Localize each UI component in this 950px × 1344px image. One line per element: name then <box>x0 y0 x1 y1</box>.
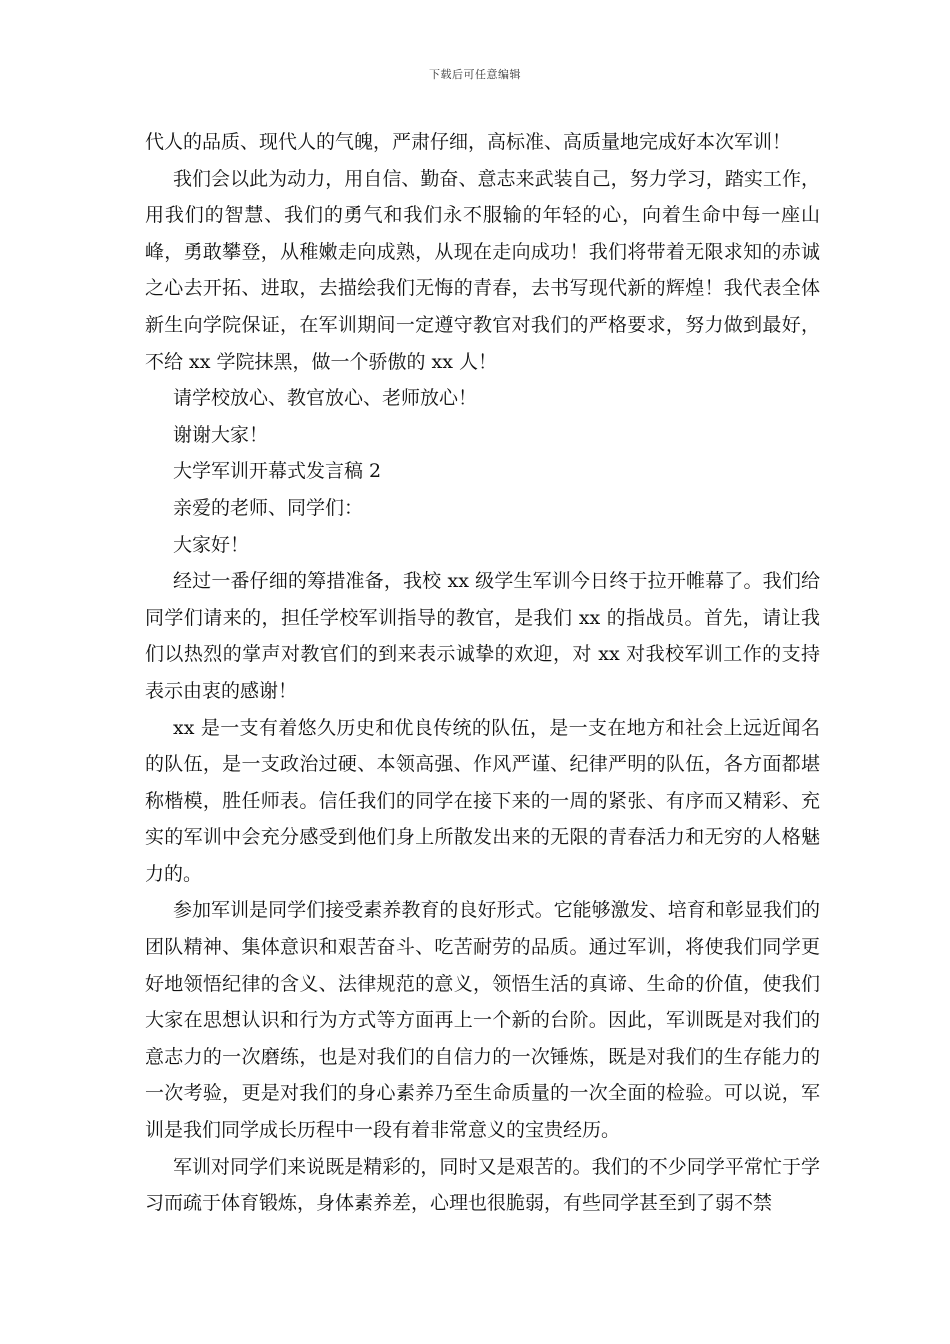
paragraph: 经过一番仔细的筹措准备，我校 xx 级学生军训今日终于拉开帷幕了。我们给同学们请来的，担任学校军训指导的教官，是我们 xx 的指战员。首先，请让我们以热烈的掌声对教官们的到来表示诚挚的欢迎，对 xx 对我校军训工作的支持表示由衷的感谢！ <box>145 570 820 702</box>
paragraph: 请学校放心、教官放心、老师放心！ <box>173 387 478 410</box>
paragraph: 谢谢大家！ <box>173 423 269 446</box>
paragraph: 大学军训开幕式发言稿 2 <box>173 460 382 483</box>
paragraph: 参加军训是同学们接受素养教育的良好形式。它能够激发、培育和彰显我们的团队精神、集体意识和艰苦奋斗、吃苦耐劳的品质。通过军训，将使我们同学更好地领悟纪律的含义、法律规范的意义，领悟生活的真谛、生命的价值，使我们大家在思想认识和行为方式等方面再上一个新的台阶。因此，军训既是对我们的意志力的一次磨练，也是对我们的自信力的一次锤炼，既是对我们的生存能力的一次考验，更是对我们的身心素养乃至生命质量的一次全面的检验。可以说，军训是我们同学成长历程中一段有着非常意义的宝贵经历。 <box>145 899 820 1142</box>
paragraph: xx 是一支有着悠久历史和优良传统的队伍，是一支在地方和社会上远近闻名的队伍，是一支政治过硬、本领高强、作风严谨、纪律严明的队伍，各方面都堪称楷模，胜任师表。信任我们的同学在接下来的一周的紧张、有序而又精彩、充实的军训中会充分感受到他们身上所散发出来的无限的青春活力和无穷的人格魅力的。 <box>145 716 820 885</box>
paragraph: 军训对同学们来说既是精彩的，同时又是艰苦的。我们的不少同学平常忙于学习而疏于体育锻炼，身体素养差，心理也很脆弱，有些同学甚至到了弱不禁 <box>145 1155 820 1215</box>
paragraph: 代人的品质、现代人的气魄，严肃仔细，高标准、高质量地完成好本次军训！ <box>145 131 792 153</box>
paragraph: 大家好！ <box>173 533 250 556</box>
paragraph: 亲爱的老师、同学们： <box>173 496 364 519</box>
document-body <box>145 124 820 1222</box>
paragraph: 我们会以此为动力，用自信、勤奋、意志来武装自己，努力学习，踏实工作，用我们的智慧、我们的勇气和我们永不服输的年轻的心，向着生命中每一座山峰，勇敢攀登，从稚嫩走向成熟，从现在走向成功！我们将带着无限求知的赤诚之心去开拓、进取，去描绘我们无悔的青春，去书写现代新的辉煌！我代表全体新生向学院保证，在军训期间一定遵守教官对我们的严格要求，努力做到最好，不给 xx 学院抹黑，做一个骄傲的 xx 人！ <box>145 167 820 373</box>
page-header: 下载后可任意编辑 <box>429 68 521 81</box>
